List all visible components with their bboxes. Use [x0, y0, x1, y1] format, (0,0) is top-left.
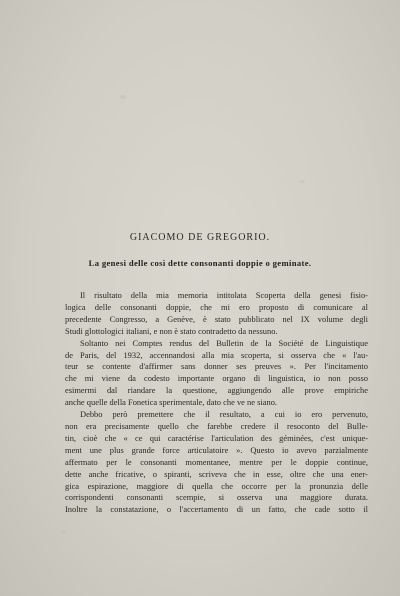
- paper-stain: [300, 180, 305, 183]
- text-line: affermato per le consonanti momentanee, mentre per le doppie continue,: [65, 456, 368, 467]
- text-line: ment une plus grande force articulatoire ». Questo io avevo parzialmente: [65, 444, 368, 455]
- text-line: corrispondenti consonanti scempie, si osserva una maggiore durata.: [65, 492, 368, 503]
- text-line: precedente Congresso, a Genève, è stato pubblicato nel IX volume degli: [65, 313, 368, 324]
- paper-stain: [60, 530, 67, 534]
- article-body: [65, 290, 368, 516]
- text-line: logica delle consonanti doppie, che mi ero proposto di comunicare al: [65, 301, 368, 312]
- author-name: GIACOMO DE GREGORIO.: [129, 232, 271, 243]
- paragraph-3: [65, 409, 368, 516]
- text-line: Studi glottologici italiani, e non è stato contradetto da nessuno.: [65, 325, 278, 336]
- text-line: che mi viene da codesto importante organo di linguistica, io non posso: [65, 373, 368, 384]
- text-line: teur se contente d'affirmer sans donner ses preuves ». Per l'incitamento: [65, 361, 368, 372]
- text-line: anche quelle della Fonetica sperimentale, dato che ve ne siano.: [65, 397, 278, 408]
- text-line: Debbo però premettere che il resultato, a cui io ero pervenuto,: [80, 409, 368, 420]
- text-line: gica espirazione, maggiore di quella che occorre per la pronunzia delle: [65, 480, 368, 491]
- text-line: Inoltre la constatazione, o l'accertamento di un fatto, che cade sotto il: [65, 504, 368, 515]
- article-title: La genesi delle così dette consonanti doppie o geminate.: [88, 258, 312, 268]
- text-line: Soltanto nei Comptes rendus del Bulletin de la Société de Linguistique: [80, 337, 368, 348]
- text-line: Il risultato della mia memoria intitolata Scoperta della genesi fisio-: [80, 290, 368, 300]
- paragraph-1: [65, 290, 368, 338]
- text-line: de Paris, del 1932, accennandosi alla mia scoperta, si osserva che « l'au-: [65, 349, 368, 360]
- text-line: tin, cioè che « ce qui caractérise l'articulation des géminées, c'est unique-: [65, 432, 368, 443]
- text-line: esimermi dal riandare la questione, aggiungendo alle prove empiriche: [65, 385, 368, 396]
- text-line: dette anche fricative, o spiranti, scriveva che in esse, oltre che una ener-: [65, 468, 368, 479]
- text-line: non era precisamente quello che farebbe credere il resoconto del Bulle-: [65, 420, 368, 431]
- paragraph-2: [65, 338, 368, 409]
- paper-stain: [120, 95, 126, 99]
